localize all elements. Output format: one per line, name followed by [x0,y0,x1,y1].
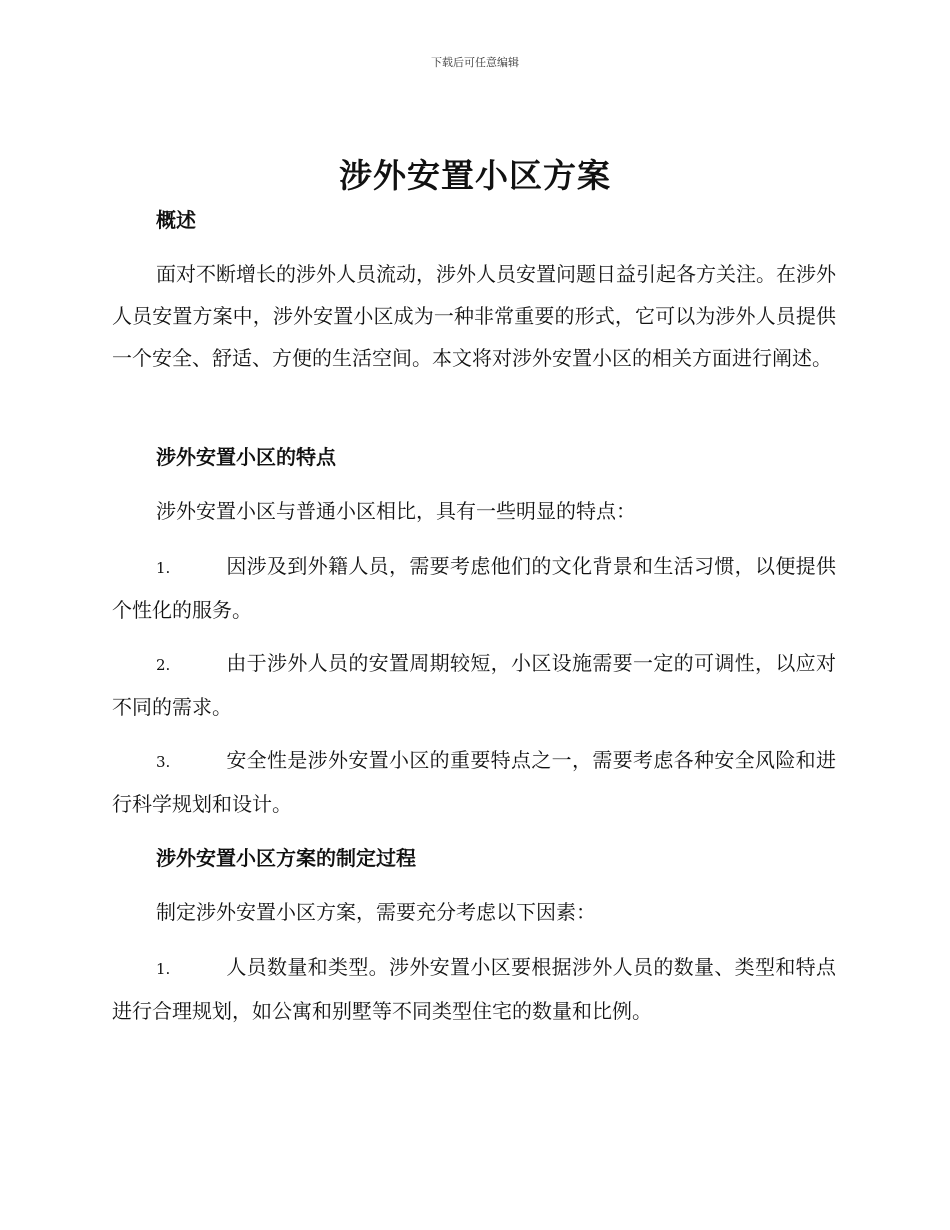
list-text: 人员数量和类型。涉外安置小区要根据涉外人员的数量、类型和特点进行合理规划，如公寓和别墅等不同类型住宅的数量和比例。 [112,955,836,1023]
list-number: 3. [156,753,171,771]
section-heading: 涉外安置小区方案的制定过程 [156,846,416,870]
paragraph: 涉外安置小区与普通小区相比，具有一些明显的特点： [156,499,636,523]
list-number: 1. [156,960,171,978]
features-intro-block [112,490,836,532]
overview-paragraph-block [112,253,836,379]
process-list-item-1 [112,946,836,1032]
list-item [112,642,836,728]
list-number: 1. [156,559,171,577]
document-title: 涉外安置小区方案 [339,156,611,195]
header-note: 下载后可任意编辑 [431,56,519,69]
features-list-item-3 [112,739,836,825]
section-heading: 概述 [156,208,196,232]
process-intro-block [112,891,836,933]
list-text: 安全性是涉外安置小区的重要特点之一，需要考虑各种安全风险和进行科学规划和设计。 [112,748,836,816]
section-features [112,436,836,478]
list-item [112,739,836,825]
features-list-item-2 [112,642,836,728]
list-text: 因涉及到外籍人员，需要考虑他们的文化背景和生活习惯，以便提供个性化的服务。 [112,554,836,622]
list-number: 2. [156,656,171,674]
paragraph: 制定涉外安置小区方案，需要充分考虑以下因素： [156,900,596,924]
paragraph: 面对不断增长的涉外人员流动，涉外人员安置问题日益引起各方关注。在涉外人员安置方案中，涉外安置小区成为一种非常重要的形式，它可以为涉外人员提供一个安全、舒适、方便的生活空间。本文将对涉外安置小区的相关方面进行阐述。 [112,262,836,370]
list-text: 由于涉外人员的安置周期较短，小区设施需要一定的可调性，以应对不同的需求。 [112,651,836,719]
section-process [112,837,836,879]
list-item [112,946,836,1032]
section-overview [112,199,836,241]
features-list-item-1 [112,545,836,631]
list-item [112,545,836,631]
section-heading: 涉外安置小区的特点 [156,445,336,469]
